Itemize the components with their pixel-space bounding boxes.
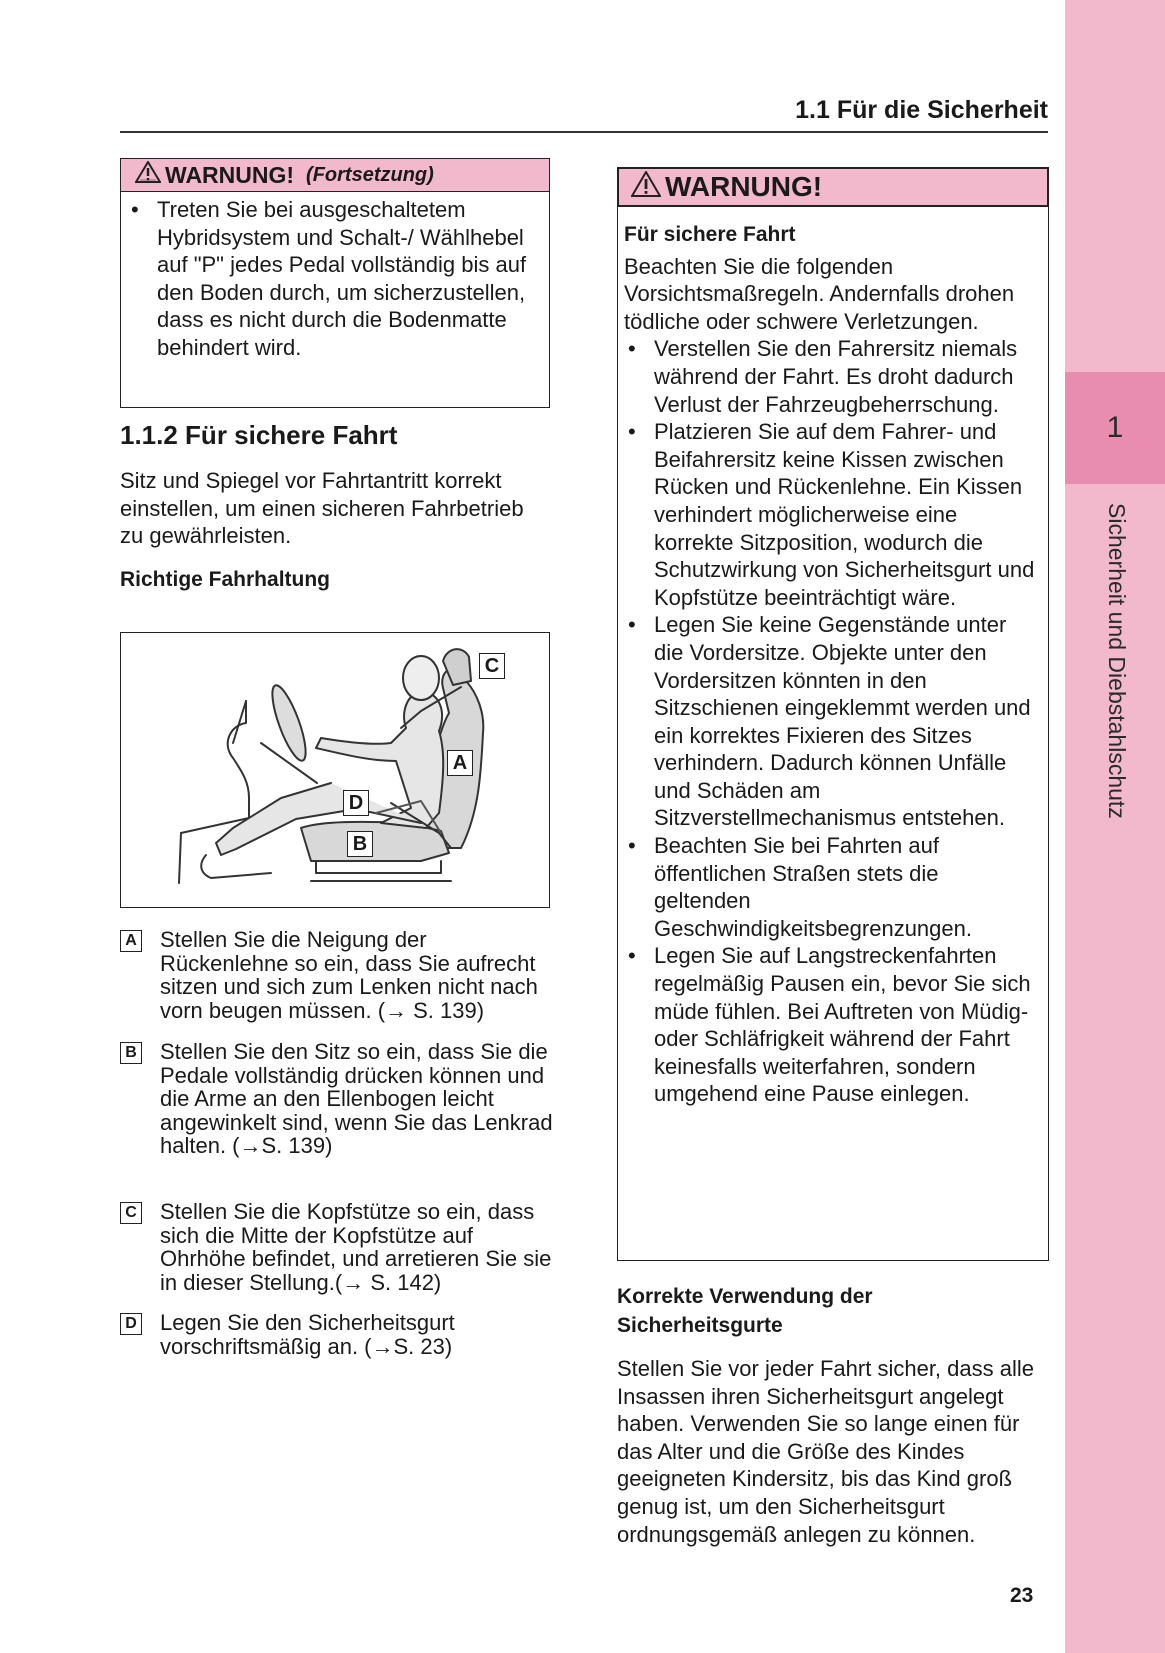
list-item: • Beachten Sie bei Fahrten auf öffentlichen Straßen stets die geltenden Geschwindigkeitsbegrenzungen. — [628, 833, 972, 941]
item-label-d: D — [120, 1313, 142, 1335]
item-label-b: B — [120, 1042, 142, 1064]
warning-triangle-icon — [631, 171, 661, 204]
list-item: • Platzieren Sie auf dem Fahrer- und Beifahrersitz keine Kissen zwischen Rücken und Rückenlehne. Ein Kissen verhindert möglicherweise eine korrekte Sitzposition, wodurch die Schutzwirkung von Sicherheitsgurt und Kopfstütze beeinträchtigt wäre. — [628, 419, 1035, 610]
item-label-c: C — [120, 1202, 142, 1224]
warning-main-box — [617, 207, 1049, 1261]
warning-main-intro: Beachten Sie die folgenden Vorsichtsmaßregeln. Andernfalls drohen tödliche oder schwere Verletzungen. — [624, 253, 1015, 334]
warning-triangle-icon — [135, 161, 161, 189]
section-subheading: Richtige Fahrhaltung — [120, 568, 330, 591]
list-item: • Legen Sie auf Langstreckenfahrten regelmäßig Pausen ein, bevor Sie sich müde fühlen. Bei Auftreten von Müdig- oder Schläfrigkeit während der Fahrt keinesfalls weiterfahren, sondern umgehend eine Pause einlegen. — [628, 943, 1031, 1107]
header-divider — [120, 131, 1048, 133]
item-text-d: Legen Sie den Sicherheitsgurt vorschriftsmäßig an. (→S. 23) — [160, 1310, 455, 1359]
figure-label-c: C — [479, 653, 505, 679]
warning-main-subtitle: Für sichere Fahrt — [624, 223, 796, 246]
chapter-label: Sicherheit und Diebstahlschutz — [1104, 503, 1130, 819]
chapter-number: 1 — [1106, 411, 1124, 444]
section-heading: 1.1.2 Für sichere Fahrt — [120, 420, 398, 450]
posture-item-d — [120, 1311, 560, 1371]
list-item: • Verstellen Sie den Fahrersitz niemals während der Fahrt. Es droht dadurch Verlust der Fahrzeugbeherrschung. — [628, 336, 1018, 417]
figure-label-b: B — [347, 831, 373, 857]
figure-label-a: A — [447, 750, 473, 776]
section-intro: Sitz und Spiegel vor Fahrtantritt korrekt einstellen, um einen sicheren Fahrbetrieb zu gewährleisten. — [120, 468, 524, 549]
item-text-a: Stellen Sie die Neigung der Rückenlehne so ein, dass Sie aufrecht sitzen und sich zum Lenken nicht nach vorn beugen müssen. (→ S. 139) — [160, 927, 538, 1023]
item-label-a: A — [120, 930, 142, 952]
item-text-b: Stellen Sie den Sitz so ein, dass Sie die Pedale vollständig drücken können und die Arme an den Ellenbogen leicht angewinkelt sind, wenn Sie das Lenkrad halten. (→S. 139) — [160, 1039, 553, 1158]
item-text-c: Stellen Sie die Kopfstütze so ein, dass sich die Mitte der Kopfstütze auf Ohrhöhe befindet, und arretieren Sie sie in dieser Stellung.(→ S. 142) — [160, 1199, 552, 1295]
warning-continued-list — [127, 196, 535, 362]
seatbelt-text: Stellen Sie vor jeder Fahrt sicher, dass alle Insassen ihren Sicherheitsgurt angelegt haben. Verwenden Sie so lange einen für das Alter und die Größe des Kindes geeigneten Kindersitz, bis das Kind groß genug ist, um den Sicherheitsgurt ordnungsgemäß anlegen zu können. — [617, 1356, 1034, 1547]
warning-main-title: WARNUNG! — [665, 171, 823, 202]
posture-item-c — [120, 1200, 560, 1300]
list-item: • Treten Sie bei ausgeschaltetem Hybridsystem und Schalt-/ Wählhebel auf "P" jedes Pedal vollständig bis auf den Boden durch, um sicherzustellen, dass es nicht durch die Bodenmatte behindert wird. — [131, 197, 527, 360]
page-number: 23 — [1010, 1584, 1034, 1607]
warning-continued-suffix: (Fortsetzung) — [306, 163, 434, 186]
list-item: • Legen Sie keine Gegenstände unter die Vordersitze. Objekte unter den Vordersitzen könnten in den Sitzschienen eingeklemmt werden und ein korrektes Fixieren des Sitzes verhindern. Dadurch können Unfälle und Schäden am Sitzverstellmechanismus entstehen. — [628, 612, 1031, 831]
driving-posture-figure — [120, 632, 550, 908]
posture-item-b — [120, 1040, 560, 1190]
figure-label-d: D — [343, 790, 369, 816]
warning-continued-header — [120, 158, 550, 192]
posture-item-a — [120, 928, 560, 1028]
page-header-title: 1.1 Für die Sicherheit — [795, 96, 1048, 124]
warning-main-header — [617, 167, 1049, 207]
warning-main-list — [624, 335, 1038, 1108]
warning-continued-title: WARNUNG! — [165, 161, 295, 188]
seatbelt-heading: Korrekte Verwendung der Sicherheitsgurte — [617, 1285, 873, 1337]
warning-continued-box — [120, 192, 550, 408]
